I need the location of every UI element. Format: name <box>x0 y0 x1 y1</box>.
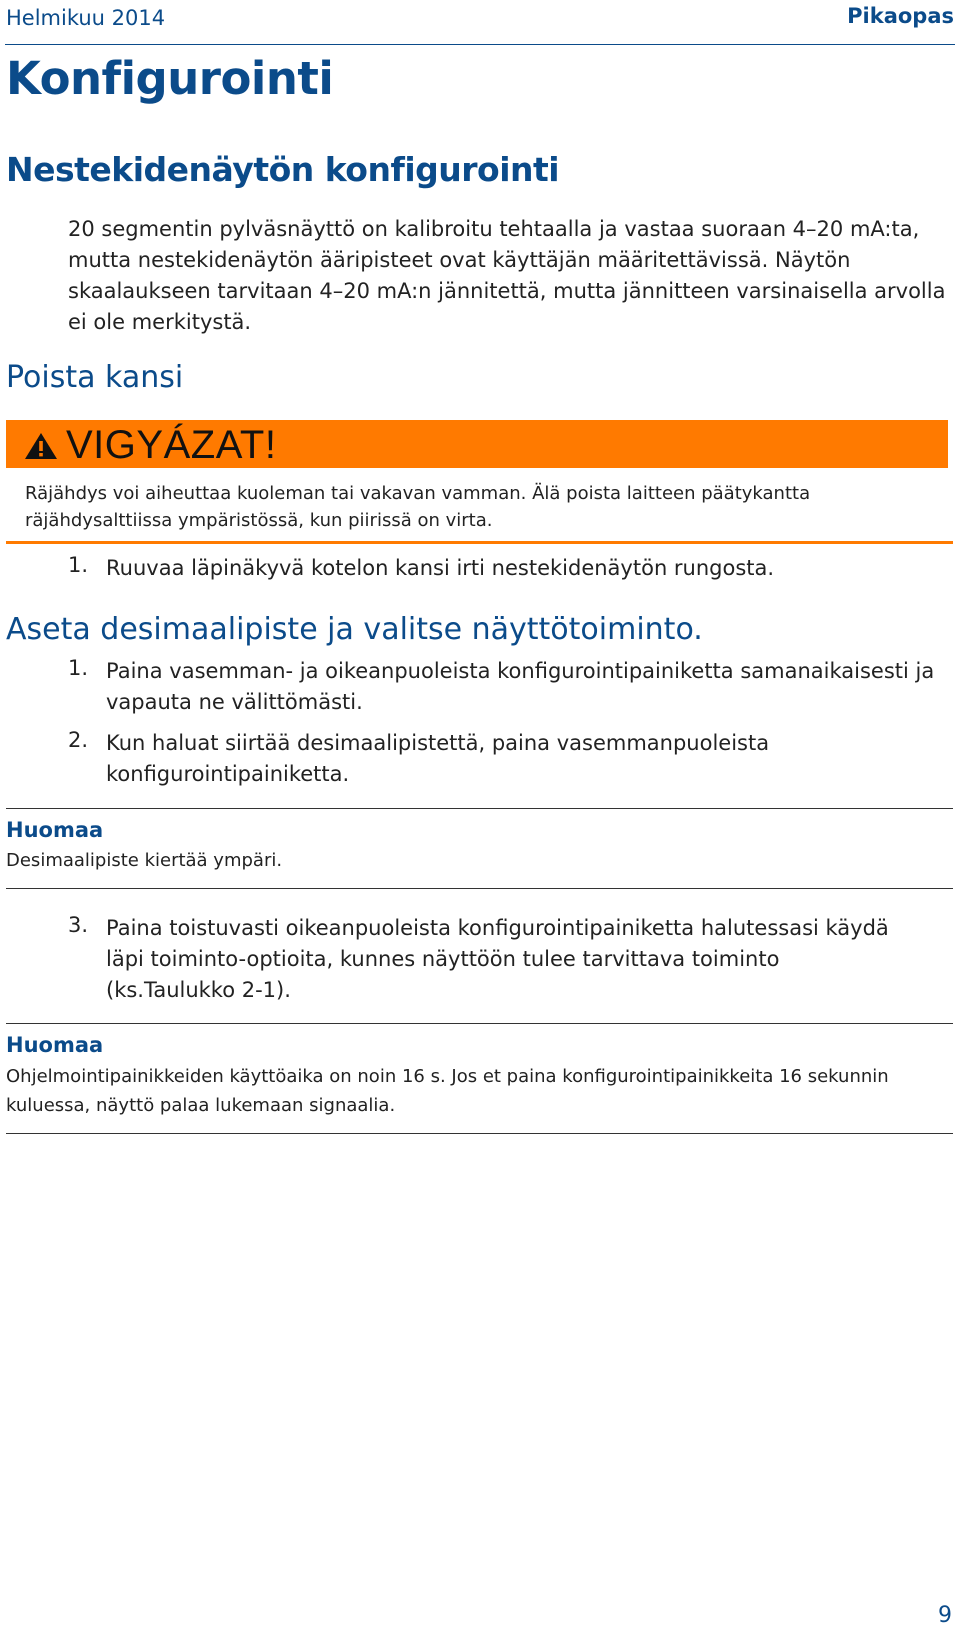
step-text: Paina toistuvasti oikeanpuoleista konfigurointipainiketta halutessasi käydä läpi toiminto-optioita, kunnes näyttöön tulee tarvittava toiminto (ks.Taulukko 2-1). <box>106 916 889 1002</box>
page-number: 9 <box>938 1603 952 1628</box>
page-title: Konfigurointi <box>6 52 334 105</box>
header-date: Helmikuu 2014 <box>6 6 166 30</box>
step-number: 1. <box>68 656 89 680</box>
step-number: 3. <box>68 913 89 937</box>
step-text: Ruuvaa läpinäkyvä kotelon kansi irti nestekidenäytön rungosta. <box>106 556 775 580</box>
warning-triangle-icon <box>24 432 58 460</box>
note-divider <box>6 808 953 809</box>
note-divider <box>6 888 953 889</box>
note-text: Desimaalipiste kiertää ympäri. <box>6 850 283 871</box>
warning-divider <box>6 541 953 544</box>
step-text: Paina vasemman- ja oikeanpuoleista konfigurointipainiketta samanaikaisesti ja vapauta ne välittömästi. <box>106 659 935 714</box>
note-divider <box>6 1023 953 1024</box>
header-divider <box>5 44 955 45</box>
warning-text: Räjähdys voi aiheuttaa kuoleman tai vakavan vamman. Älä poista laitteen päätykantta räjähdysalttiissa ympäristössä, kun piirissä on virta. <box>25 483 811 531</box>
intro-paragraph: 20 segmentin pylväsnäyttö on kalibroitu tehtaalla ja vastaa suoraan 4–20 mA:ta, mutta nestekidenäytön ääripisteet ovat käyttäjän määritettävissä. Näytön skaalaukseen tarvitaan 4–20 mA:n jännitettä, mutta jännitteen varsinaisella arvolla ei ole merkitystä. <box>68 217 946 334</box>
note-title: Huomaa <box>6 818 104 842</box>
note-divider <box>6 1133 953 1134</box>
decimal-heading: Aseta desimaalipiste ja valitse näyttötoiminto. <box>6 612 703 647</box>
header-doc-type: Pikaopas <box>847 4 954 28</box>
warning-label: VIGYÁZAT! <box>66 423 277 467</box>
note-title: Huomaa <box>6 1033 104 1057</box>
step-number: 1. <box>68 553 89 577</box>
section-title: Nestekidenäytön konfigurointi <box>6 150 560 189</box>
note-text: Ohjelmointipainikkeiden käyttöaika on noin 16 s. Jos et paina konfigurointipainikkeita 16 sekunnin kuluessa, näyttö palaa lukemaan signaalia. <box>6 1066 889 1116</box>
step-number: 2. <box>68 728 89 752</box>
remove-cover-heading: Poista kansi <box>6 360 184 395</box>
step-text: Kun haluat siirtää desimaalipistettä, paina vasemmanpuoleista konfigurointipainiketta. <box>106 731 770 786</box>
